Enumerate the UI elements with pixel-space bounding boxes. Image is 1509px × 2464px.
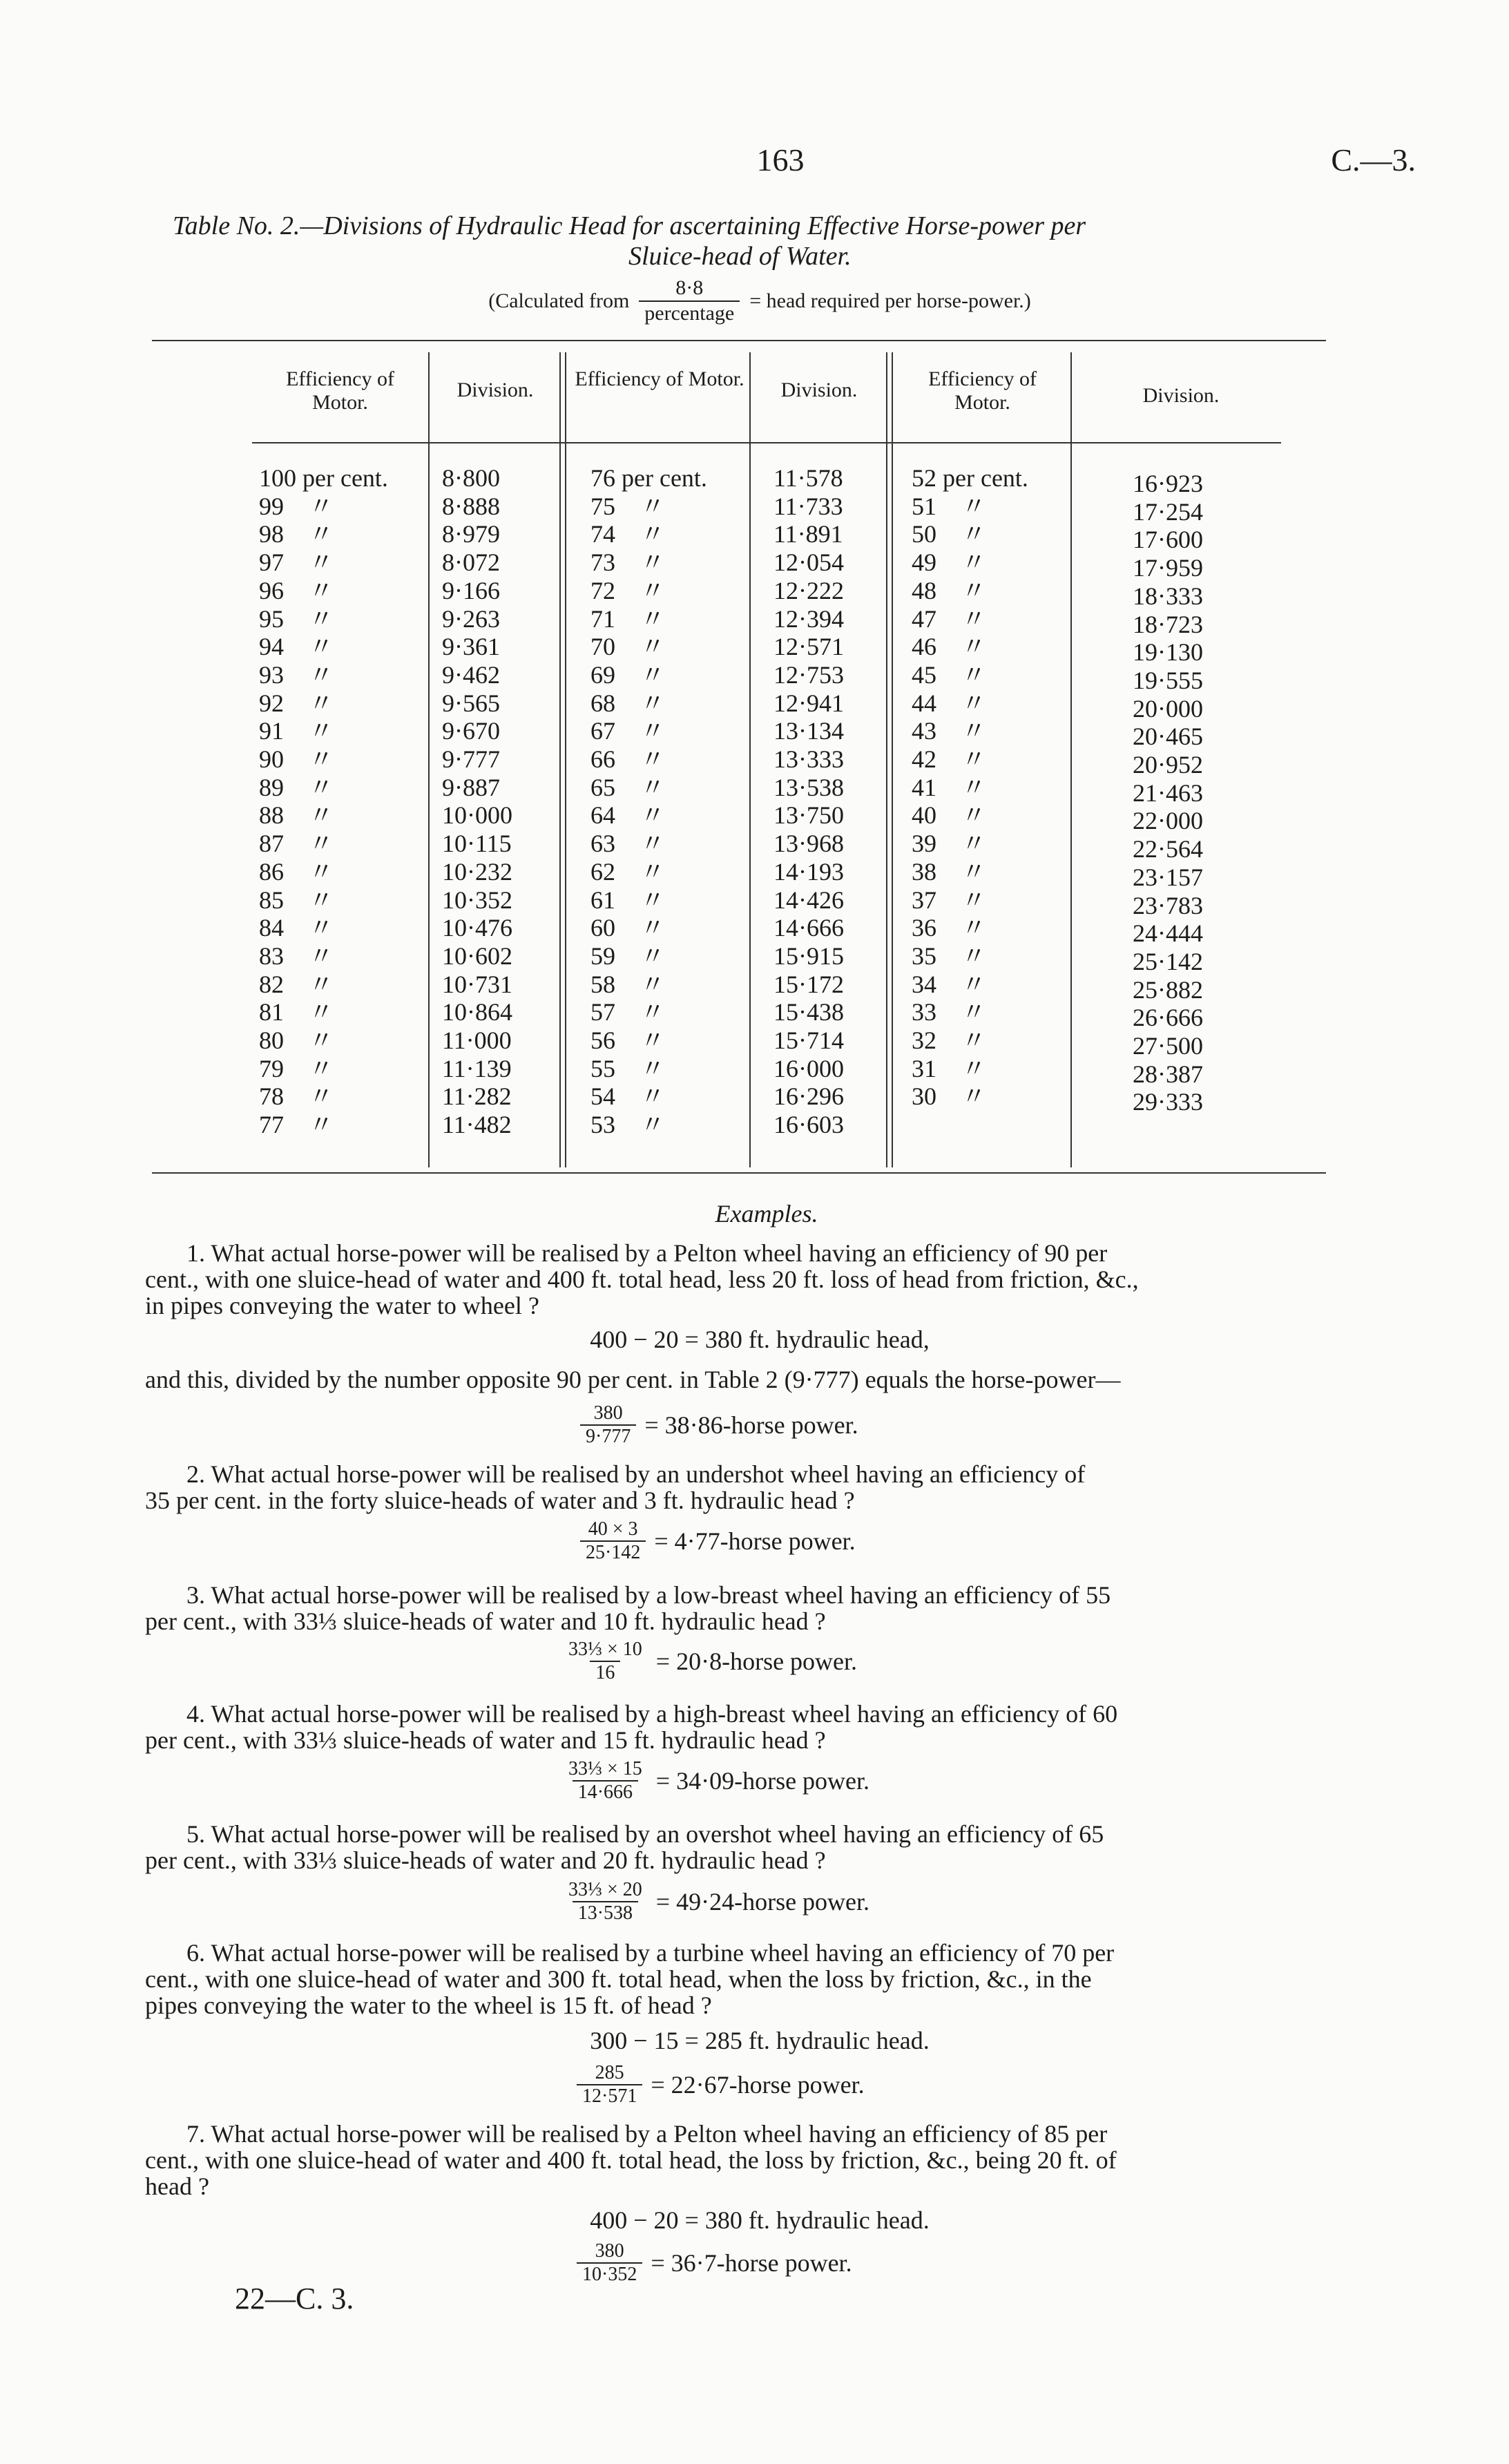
table-cell: 8·888 [442,492,500,520]
example-1-answer: = 38·86-horse power. [644,1411,858,1440]
example-5-result [563,1879,869,1925]
example-3-fraction [563,1639,648,1684]
table-cell: 9·887 [442,773,500,801]
table-cell: 49 〃 [912,548,987,577]
table-cell: 40 〃 [912,801,987,830]
table-cell: 94 〃 [259,633,334,661]
table-cell: 18·723 [1133,610,1203,638]
table-cell: 84 〃 [259,914,334,942]
table-header-rule [252,442,1281,443]
example-7-fraction [577,2240,642,2286]
table-cell: 34 〃 [912,970,987,998]
table-cell: 90 〃 [259,745,334,774]
table-cell: 12·753 [773,660,844,689]
table-cell: 80 〃 [259,1026,334,1055]
example-5-fraction [563,1879,648,1925]
table-cell: 14·666 [773,914,844,942]
table-cell: 43 〃 [912,717,987,745]
table-cell: 48 〃 [912,576,987,604]
table-cell: 95 〃 [259,604,334,633]
table-cell: 81 〃 [259,998,334,1026]
col2-division-list [773,464,884,1139]
table-cell: 83 〃 [259,942,334,970]
example-2-fraction [580,1518,646,1564]
table-cell: 92 〃 [259,689,334,717]
table-cell: 68 〃 [590,689,666,717]
table-top-rule [152,340,1326,341]
table-cell: 22·564 [1133,835,1203,863]
example-7-line-2: cent., with one sluice-head of water and 400 ft. total head, the loss by friction, &c., being 20 ft. of [145,2146,1117,2174]
examples-heading: Examples. [715,1200,818,1228]
table-cell: 31 〃 [912,1054,987,1082]
table-cell: 44 〃 [912,689,987,717]
formula-suffix: = head required per horse-power.) [749,289,1031,312]
example-1-numerator: 380 [593,1402,623,1424]
example-5-question [145,1821,1388,1873]
table-cell: 10·602 [442,942,512,970]
table-cell: 62 〃 [590,857,666,886]
example-1-line-3: in pipes conveying the water to wheel ? [145,1292,539,1319]
column-divider-double [559,352,561,1167]
table-cell: 61 〃 [590,886,666,914]
table-cell: 10·352 [442,886,512,914]
table-cell: 57 〃 [590,998,666,1026]
example-3-answer: = 20·8-horse power. [655,1648,858,1676]
table-cell: 97 〃 [259,548,334,577]
table-cell: 27·500 [1133,1032,1203,1060]
table-cell: 10·000 [442,801,512,830]
table-cell: 39 〃 [912,830,987,858]
example-3-result [563,1639,857,1684]
table-cell: 41 〃 [912,773,987,801]
table-cell: 20·000 [1133,694,1203,723]
table-cell: 17·600 [1133,526,1203,554]
table-cell: 10·864 [442,998,512,1026]
example-2-result [580,1518,856,1564]
table-cell: 12·394 [773,604,844,633]
table-title-line-2: Sluice-head of Water. [628,242,852,271]
table-cell: 70 〃 [590,633,666,661]
table-cell: 76 per cent. [590,464,707,492]
example-2-answer: = 4·77-horse power. [654,1527,856,1556]
table-cell: 21·463 [1133,779,1203,807]
table-cell: 16·923 [1133,470,1203,497]
header-division-2: Division. [780,379,858,401]
example-7-result [577,2240,852,2286]
page-number: 163 [756,142,805,178]
table-cell: 52 per cent. [912,464,1028,492]
example-6-line-2: cent., with one sluice-head of water and 300 ft. total head, when the loss by friction, &c., in the [145,1965,1092,1993]
table-cell: 23·783 [1133,891,1203,919]
calculation-formula [345,276,1174,325]
table-cell: 25·142 [1133,947,1203,975]
column-divider-double [565,352,566,1167]
table-cell: 46 〃 [912,633,987,661]
example-6-line-3: pipes conveying the water to the wheel is 15 ft. of head ? [145,1992,712,2019]
table-cell: 38 〃 [912,857,987,886]
table-cell: 28·387 [1133,1060,1203,1088]
example-3-question [145,1582,1388,1634]
table-cell: 9·361 [442,633,500,661]
table-cell: 78 〃 [259,1082,334,1111]
example-1-result [580,1402,858,1448]
table-cell: 11·733 [773,492,843,520]
example-7-question [145,2121,1388,2199]
header-efficiency-2: Efficiency of Motor. [575,367,744,390]
table-cell: 13·333 [773,745,844,774]
table-cell: 13·538 [773,773,844,801]
table-cell: 26·666 [1133,1004,1203,1032]
header-efficiency-3: Efficiency of Motor. [928,367,1037,414]
table-cell: 15·915 [773,942,844,970]
example-4-numerator: 33⅓ × 15 [568,1758,642,1779]
example-3-denominator: 16 [590,1661,620,1684]
example-4-result [563,1758,869,1804]
example-5-line-2: per cent., with 33⅓ sluice-heads of water and 20 ft. hydraulic head ? [145,1846,826,1874]
example-4-line-2: per cent., with 33⅓ sluice-heads of water and 15 ft. hydraulic head ? [145,1726,826,1754]
header-division-3: Division. [1142,384,1220,407]
example-3-line-1: 3. What actual horse-power will be realised by a low-breast wheel having an efficiency of 55 [186,1581,1111,1609]
table-cell: 11·139 [442,1054,512,1082]
table-cell: 16·603 [773,1111,844,1139]
example-7-denominator: 10·352 [577,2262,642,2286]
page-reference: C.—3. [1331,142,1416,178]
table-cell: 99 〃 [259,492,334,520]
table-cell: 72 〃 [590,576,666,604]
table-cell: 47 〃 [912,604,987,633]
table-cell: 19·555 [1133,666,1203,694]
example-6-line-1: 6. What actual horse-power will be realised by a turbine wheel having an efficiency of 70 per [186,1939,1115,1967]
example-2-denominator: 25·142 [580,1540,646,1564]
formula-numerator: 8·8 [675,276,704,299]
table-cell: 66 〃 [590,745,666,774]
table-cell: 10·232 [442,857,512,886]
table-cell: 16·296 [773,1082,844,1111]
table-title [173,211,1347,271]
example-4-answer: = 34·09-horse power. [655,1767,870,1795]
table-cell: 11·578 [773,464,843,492]
table-cell: 30 〃 [912,1082,987,1111]
table-cell: 17·959 [1133,554,1203,582]
table-cell: 86 〃 [259,857,334,886]
table-cell: 75 〃 [590,492,666,520]
table-cell: 63 〃 [590,830,666,858]
example-7-equation: 400 − 20 = 380 ft. hydraulic head. [590,2206,930,2234]
example-6-fraction [577,2062,642,2108]
example-1-question [145,1240,1388,1319]
example-4-question [145,1701,1388,1753]
table-cell: 88 〃 [259,801,334,830]
table-cell: 45 〃 [912,660,987,689]
table-cell: 10·476 [442,914,512,942]
table-cell: 12·222 [773,576,844,604]
table-cell: 42 〃 [912,745,987,774]
table-cell: 25·882 [1133,975,1203,1004]
table-cell: 64 〃 [590,801,666,830]
table-cell: 58 〃 [590,970,666,998]
example-5-numerator: 33⅓ × 20 [568,1879,642,1900]
table-cell: 77 〃 [259,1111,334,1139]
table-cell: 74 〃 [590,520,666,548]
example-5-line-1: 5. What actual horse-power will be realised by an overshot wheel having an efficiency of 65 [186,1820,1104,1848]
table-cell: 35 〃 [912,942,987,970]
table-cell: 9·263 [442,604,500,633]
table-cell: 96 〃 [259,576,334,604]
table-cell: 13·750 [773,801,844,830]
formula-prefix: (Calculated from [488,289,630,312]
table-cell: 82 〃 [259,970,334,998]
example-6-denominator: 12·571 [577,2084,642,2108]
table-cell: 11·000 [442,1026,512,1055]
col1-division-list [442,464,559,1139]
col1-efficiency-list [259,464,425,1139]
table-cell: 10·731 [442,970,512,998]
table-cell: 32 〃 [912,1026,987,1055]
example-6-equation: 300 − 15 = 285 ft. hydraulic head. [590,2027,930,2054]
table-cell: 15·438 [773,998,844,1026]
example-4-line-1: 4. What actual horse-power will be realised by a high-breast wheel having an efficiency of 60 [186,1700,1118,1728]
page-footer: 22—C. 3. [235,2282,354,2315]
column-divider [428,352,430,1167]
table-title-line-1: Table No. 2.—Divisions of Hydraulic Head for ascertaining Effective Horse-power per [173,211,1086,240]
example-5-answer: = 49·24-horse power. [655,1888,870,1916]
table-cell: 18·333 [1133,582,1203,610]
table-cell: 29·333 [1133,1088,1203,1116]
table-cell: 54 〃 [590,1082,666,1111]
formula-denominator: percentage [639,300,740,326]
formula-fraction [639,276,740,325]
example-2-numerator: 40 × 3 [588,1518,638,1540]
example-7-answer: = 36·7-horse power. [651,2249,852,2277]
table-cell: 79 〃 [259,1054,334,1082]
example-1-note: and this, divided by the number opposite 90 per cent. in Table 2 (9·777) equals the horse-power— [145,1366,1121,1393]
table-cell: 11·891 [773,520,843,548]
example-1-equation: 400 − 20 = 380 ft. hydraulic head, [590,1326,930,1353]
example-4-fraction [563,1758,648,1804]
table-cell: 71 〃 [590,604,666,633]
table-cell: 9·462 [442,660,500,689]
table-cell: 100 per cent. [259,464,388,492]
table-cell: 13·134 [773,717,844,745]
table-cell: 17·254 [1133,497,1203,526]
col3-efficiency-list [912,464,1069,1111]
table-cell: 12·054 [773,548,844,577]
table-cell: 22·000 [1133,807,1203,835]
example-1-line-2: cent., with one sluice-head of water and 400 ft. total head, less 20 ft. loss of head from friction, &c., [145,1266,1139,1293]
column-divider [1070,352,1072,1167]
table-cell: 9·777 [442,745,500,774]
table-cell: 12·941 [773,689,844,717]
example-7-numerator: 380 [595,2240,624,2262]
table-cell: 11·282 [442,1082,512,1111]
example-5-denominator: 13·538 [573,1901,638,1925]
table-cell: 8·072 [442,548,500,577]
example-7-line-1: 7. What actual horse-power will be realised by a Pelton wheel having an efficiency of 85 per [186,2120,1108,2148]
example-1-denominator: 9·777 [580,1424,636,1448]
example-6-question [145,1940,1388,2018]
example-2-question [145,1461,1388,1513]
table-cell: 15·714 [773,1026,844,1055]
example-7-line-3: head ? [145,2172,209,2200]
table-cell: 9·166 [442,576,500,604]
table-cell: 36 〃 [912,914,987,942]
column-divider-double [886,352,887,1167]
table-cell: 59 〃 [590,942,666,970]
table-cell: 14·193 [773,857,844,886]
table-bottom-rule [152,1172,1326,1174]
table-cell: 65 〃 [590,773,666,801]
table-cell: 8·979 [442,520,500,548]
table-cell: 13·968 [773,830,844,858]
example-6-answer: = 22·67-horse power. [651,2071,865,2099]
table-cell: 11·482 [442,1111,512,1139]
example-3-numerator: 33⅓ × 10 [568,1639,642,1660]
header-efficiency-1: Efficiency of Motor. [286,367,394,414]
example-4-denominator: 14·666 [573,1780,638,1804]
table-cell: 19·130 [1133,638,1203,667]
table-cell: 15·172 [773,970,844,998]
example-6-numerator: 285 [595,2062,624,2083]
table-cell: 55 〃 [590,1054,666,1082]
example-1-line-1: 1. What actual horse-power will be realised by a Pelton wheel having an efficiency of 90 per [186,1239,1108,1267]
table-cell: 33 〃 [912,998,987,1026]
example-3-line-2: per cent., with 33⅓ sluice-heads of water and 10 ft. hydraulic head ? [145,1607,826,1635]
table-cell: 24·444 [1133,919,1203,948]
table-cell: 53 〃 [590,1111,666,1139]
example-2-line-2: 35 per cent. in the forty sluice-heads of water and 3 ft. hydraulic head ? [145,1487,855,1514]
column-divider-double [892,352,893,1167]
table-cell: 51 〃 [912,492,987,520]
table-cell: 20·952 [1133,751,1203,779]
example-6-result [577,2062,865,2108]
table-cell: 87 〃 [259,830,334,858]
table-cell: 67 〃 [590,717,666,745]
table-cell: 91 〃 [259,717,334,745]
header-division-1: Division. [456,379,534,401]
table-cell: 50 〃 [912,520,987,548]
table-cell: 69 〃 [590,660,666,689]
table-cell: 8·800 [442,464,500,492]
table-cell: 98 〃 [259,520,334,548]
table-cell: 37 〃 [912,886,987,914]
table-cell: 89 〃 [259,773,334,801]
table-cell: 85 〃 [259,886,334,914]
table-cell: 9·670 [442,717,500,745]
table-cell: 16·000 [773,1054,844,1082]
table-cell: 60 〃 [590,914,666,942]
table-cell: 10·115 [442,830,512,858]
table-cell: 9·565 [442,689,500,717]
column-divider [749,352,751,1167]
table-cell: 93 〃 [259,660,334,689]
table-cell: 73 〃 [590,548,666,577]
table-cell: 20·465 [1133,723,1203,751]
example-1-fraction [580,1402,636,1448]
table-cell: 56 〃 [590,1026,666,1055]
table-cell: 23·157 [1133,863,1203,891]
col2-efficiency-list [590,464,746,1139]
example-2-line-1: 2. What actual horse-power will be realised by an undershot wheel having an efficiency of [186,1460,1086,1488]
col3-division-list [1133,470,1271,1116]
table-cell: 14·426 [773,886,844,914]
table-cell: 12·571 [773,633,844,661]
